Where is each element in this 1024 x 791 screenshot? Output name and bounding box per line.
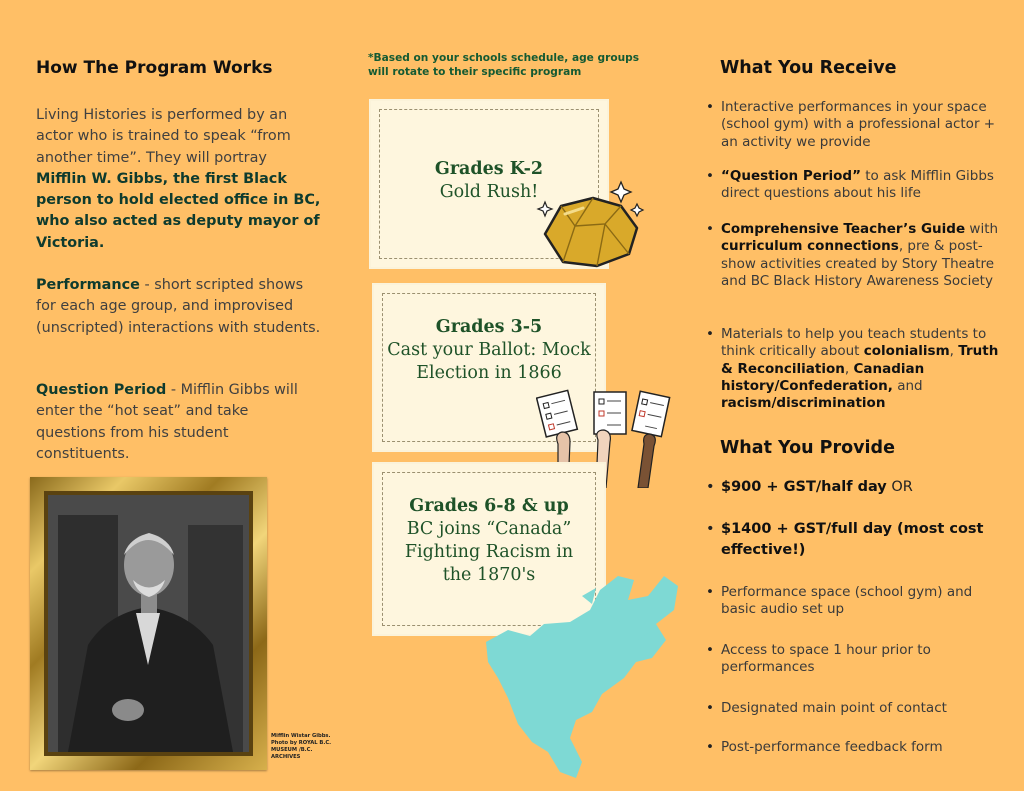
grade-label: Grades K-2 bbox=[434, 159, 544, 179]
intro-paragraph bbox=[36, 105, 321, 254]
receive-item-text: , bbox=[844, 360, 854, 377]
receive-item-text: , pre & post-show activities created by Story Theatre and BC Black History Awareness Society bbox=[721, 238, 995, 289]
receive-item-text: Interactive performances in your space (school gym) with a professional actor + an activity we provide bbox=[721, 99, 996, 150]
receive-item-bold: racism/discrimination bbox=[721, 395, 886, 412]
price-full-day: $1400 + GST/full day (most cost effective!) bbox=[721, 521, 984, 558]
what-you-receive-heading: What You Receive bbox=[720, 58, 897, 78]
how-program-works-heading: How The Program Works bbox=[36, 58, 273, 78]
program-line: Gold Rush! bbox=[439, 182, 539, 202]
intro-text: Living Histories is performed by an actor who is trained to speak “from another time”. They will portray bbox=[36, 107, 291, 166]
list-item bbox=[706, 477, 1014, 498]
gibbs-highlight: Mifflin W. Gibbs, the first Black person to hold elected office in BC, who also acted as deputy mayor of Victoria. bbox=[36, 170, 321, 251]
receive-item-bold: “Question Period” bbox=[721, 168, 861, 184]
provide-list bbox=[706, 642, 966, 677]
portrait-photo bbox=[44, 491, 253, 756]
gold-nugget-icon bbox=[535, 176, 647, 272]
receive-list bbox=[706, 221, 1014, 290]
list-item bbox=[706, 739, 1014, 756]
portrait-caption: Mifflin Wistar Gibbs. Photo by ROYAL B.C. MUSEUM /B.C. ARCHIVES bbox=[271, 733, 332, 760]
question-period-text: - Mifflin Gibbs will enter the “hot seat” and take questions from his student constituents. bbox=[36, 382, 298, 462]
question-period-paragraph bbox=[36, 380, 321, 465]
receive-item-bold: Comprehensive Teacher’s Guide bbox=[721, 221, 966, 237]
provide-list bbox=[706, 584, 1006, 619]
performance-paragraph bbox=[36, 275, 321, 339]
north-america-map-icon bbox=[478, 566, 690, 784]
list-item bbox=[706, 519, 986, 561]
program-line: Election in 1866 bbox=[416, 363, 562, 383]
provide-list bbox=[706, 739, 1014, 756]
provide-item-text: Access to space 1 hour prior to performances bbox=[721, 642, 931, 676]
question-period-label: Question Period bbox=[36, 382, 167, 398]
program-line: the 1870's bbox=[442, 565, 536, 585]
provide-item-text: Performance space (school gym) and basic audio set up bbox=[721, 584, 973, 618]
receive-item-bold: curriculum connections bbox=[721, 238, 899, 255]
provide-list bbox=[706, 700, 1014, 717]
receive-item-text: and bbox=[892, 377, 923, 394]
grade-label: Grades 3-5 bbox=[435, 317, 543, 337]
receive-item-text: with bbox=[965, 221, 999, 237]
portrait-figure bbox=[48, 495, 249, 752]
program-line: Fighting Racism in bbox=[404, 542, 574, 562]
performance-label: Performance bbox=[36, 277, 140, 293]
receive-item-bold: Truth & Reconciliation bbox=[721, 343, 999, 377]
receive-list bbox=[706, 168, 1014, 203]
portrait-frame bbox=[30, 477, 267, 770]
receive-list bbox=[706, 99, 1014, 151]
list-item bbox=[706, 642, 966, 677]
list-item bbox=[706, 99, 1014, 151]
schedule-note: *Based on your schools schedule, age groups will rotate to their specific program bbox=[368, 52, 640, 79]
receive-item-text: Materials to help you teach students to think critically about bbox=[721, 326, 987, 360]
list-item bbox=[706, 700, 1014, 717]
receive-item-bold: colonialism bbox=[863, 343, 950, 360]
receive-item-text: to ask Mifflin Gibbs direct questions about his life bbox=[721, 168, 994, 202]
grade-card-3-5-title bbox=[374, 316, 604, 385]
list-item bbox=[706, 221, 1014, 290]
list-item bbox=[706, 584, 1006, 619]
what-you-provide-heading: What You Provide bbox=[720, 438, 895, 458]
performance-text: - short scripted shows for each age group, and improvised (unscripted) interactions with students. bbox=[36, 277, 321, 336]
grade-label: Grades 6-8 & up bbox=[409, 496, 569, 516]
receive-item-bold: Canadian history/Confederation, bbox=[721, 360, 925, 394]
receive-item-text: , bbox=[949, 343, 959, 360]
provide-item-text: OR bbox=[886, 479, 913, 495]
program-line: BC joins “Canada” bbox=[406, 519, 572, 539]
price-half-day: $900 + GST/half day bbox=[721, 479, 887, 495]
list-item bbox=[706, 326, 1014, 412]
program-line: Cast your Ballot: Mock bbox=[387, 340, 591, 360]
provide-item-text: Post-performance feedback form bbox=[721, 739, 943, 755]
list-item bbox=[706, 168, 1014, 203]
receive-list bbox=[706, 326, 1014, 412]
provide-list bbox=[706, 477, 1014, 498]
provide-item-text: Designated main point of contact bbox=[721, 700, 947, 716]
provide-list bbox=[706, 519, 986, 561]
